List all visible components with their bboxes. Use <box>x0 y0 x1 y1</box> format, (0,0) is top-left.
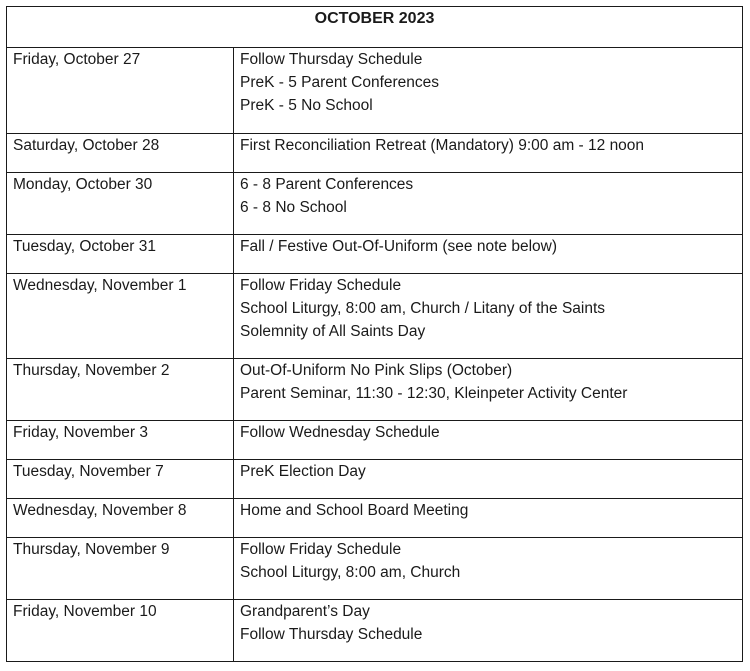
event-item: Follow Friday Schedule <box>240 541 402 558</box>
event-item: Grandparent’s Day <box>240 603 370 620</box>
table-row <box>7 421 743 460</box>
events-cell <box>234 48 743 134</box>
table-row <box>7 460 743 499</box>
events-cell <box>234 538 743 600</box>
table-row <box>7 134 743 173</box>
events-cell <box>234 235 743 274</box>
events-cell <box>234 173 743 235</box>
date-cell: Monday, October 30 <box>7 173 234 235</box>
table-row <box>7 235 743 274</box>
event-item: PreK Election Day <box>240 463 366 480</box>
event-item: Parent Seminar, 11:30 - 12:30, Kleinpeter Activity Center <box>240 385 628 402</box>
date-cell: Saturday, October 28 <box>7 134 234 173</box>
event-item: First Reconciliation Retreat (Mandatory) 9:00 am - 12 noon <box>240 137 645 154</box>
event-item: Solemnity of All Saints Day <box>240 323 426 340</box>
event-item: 6 - 8 Parent Conferences <box>240 176 414 193</box>
table-row <box>7 499 743 538</box>
table-row <box>7 359 743 421</box>
table-row <box>7 48 743 134</box>
date-cell: Wednesday, November 1 <box>7 274 234 359</box>
events-cell <box>234 274 743 359</box>
date-cell: Tuesday, October 31 <box>7 235 234 274</box>
event-item: Follow Wednesday Schedule <box>240 424 440 441</box>
events-cell <box>234 499 743 538</box>
event-item: School Liturgy, 8:00 am, Church <box>240 564 461 581</box>
date-cell: Tuesday, November 7 <box>7 460 234 499</box>
date-cell: Friday, October 27 <box>7 48 234 134</box>
events-cell <box>234 460 743 499</box>
calendar-title: OCTOBER 2023 <box>7 7 743 48</box>
title-row <box>7 7 743 48</box>
table-row <box>7 274 743 359</box>
event-item: School Liturgy, 8:00 am, Church / Litany of the Saints <box>240 300 606 317</box>
event-item: PreK - 5 No School <box>240 97 373 114</box>
event-item: Follow Thursday Schedule <box>240 626 423 643</box>
calendar-table <box>6 6 743 662</box>
date-cell: Friday, November 3 <box>7 421 234 460</box>
events-cell <box>234 359 743 421</box>
date-cell: Friday, November 10 <box>7 600 234 662</box>
event-item: Follow Friday Schedule <box>240 277 402 294</box>
calendar-body <box>7 48 743 662</box>
table-row <box>7 538 743 600</box>
event-item: Out-Of-Uniform No Pink Slips (October) <box>240 362 513 379</box>
events-cell <box>234 600 743 662</box>
event-item: PreK - 5 Parent Conferences <box>240 74 440 91</box>
table-row <box>7 173 743 235</box>
event-item: Fall / Festive Out-Of-Uniform (see note below) <box>240 238 557 255</box>
date-cell: Thursday, November 9 <box>7 538 234 600</box>
table-row <box>7 600 743 662</box>
events-cell <box>234 421 743 460</box>
date-cell: Wednesday, November 8 <box>7 499 234 538</box>
event-item: Home and School Board Meeting <box>240 502 469 519</box>
date-cell: Thursday, November 2 <box>7 359 234 421</box>
event-item: Follow Thursday Schedule <box>240 51 423 68</box>
events-cell <box>234 134 743 173</box>
event-item: 6 - 8 No School <box>240 199 347 216</box>
